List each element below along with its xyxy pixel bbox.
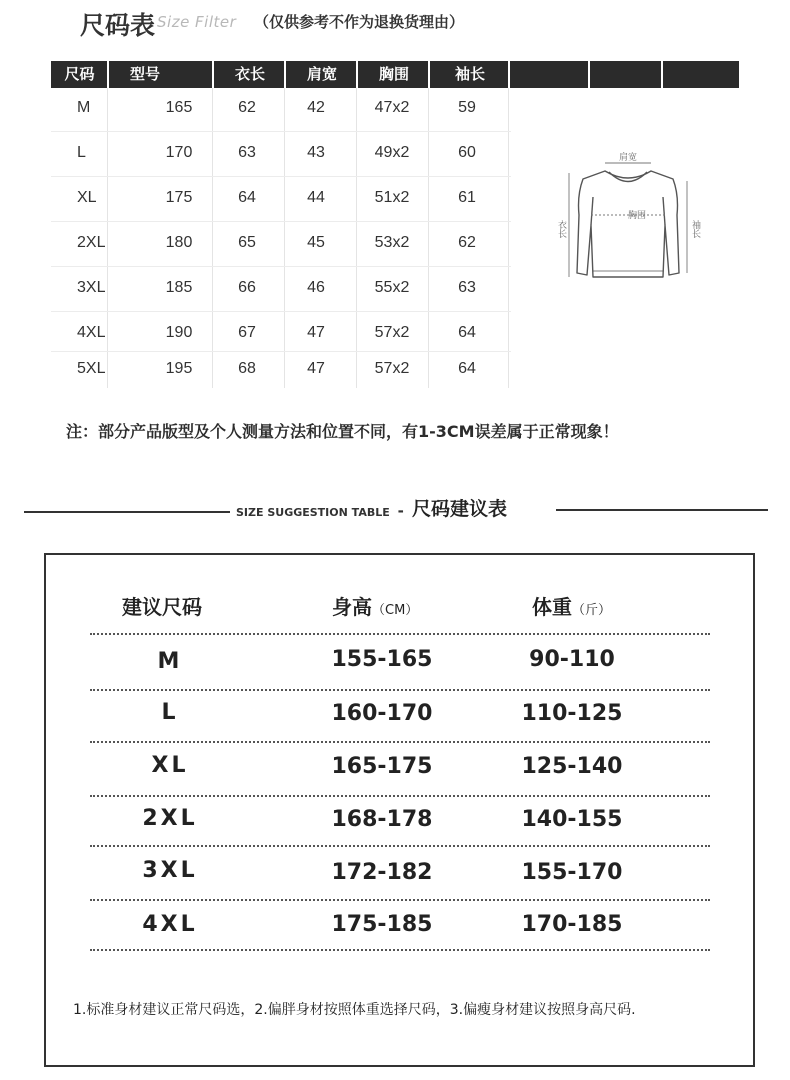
size-chart-header-row (51, 61, 739, 88)
suggest-cell-size: XL (151, 753, 189, 778)
cell-length: 63 (238, 144, 256, 161)
suggest-cell-height: 168-178 (331, 807, 433, 832)
suggest-cell-weight: 90-110 (529, 647, 615, 672)
cell-model: 190 (165, 324, 193, 341)
suggest-header-weight-unit: （斤） (572, 603, 612, 618)
suggest-cell-weight: 125-140 (521, 754, 623, 779)
cell-sleeve: 64 (458, 324, 476, 341)
column-header-model: 型号 (129, 65, 160, 83)
suggest-cell-size: 3XL (142, 858, 198, 883)
cell-model: 165 (165, 99, 193, 116)
cell-length: 64 (238, 189, 256, 206)
suggest-header-weight (532, 591, 611, 620)
cell-chest: 55x2 (374, 279, 410, 296)
divider-line-left (24, 511, 230, 513)
shoulder-label: 肩宽 (618, 153, 638, 163)
dotted-divider (90, 899, 710, 901)
cell-size: XL (77, 189, 97, 206)
dotted-divider (90, 689, 710, 691)
dotted-divider (90, 633, 710, 635)
suggest-cell-size: 4XL (142, 912, 198, 937)
cell-chest: 53x2 (374, 234, 410, 251)
cell-model: 180 (165, 234, 193, 251)
cell-length: 62 (238, 99, 256, 116)
measurement-note: 注：部分产品版型及个人测量方法和位置不同，有1-3CM误差属于正常现象！ (66, 422, 619, 441)
cell-sleeve: 62 (458, 234, 476, 251)
cell-size: 4XL (77, 324, 106, 341)
column-header-length: 衣长 (234, 65, 265, 83)
cell-shoulder: 47 (307, 360, 325, 377)
chest-label: 胸围 (627, 211, 647, 221)
cell-chest: 49x2 (374, 144, 410, 161)
suggest-cell-size: M (157, 649, 183, 674)
cell-size: L (77, 144, 86, 161)
size-chart-title: 尺码表 (80, 11, 156, 40)
cell-model: 170 (165, 144, 193, 161)
cell-shoulder: 47 (307, 324, 325, 341)
cell-size: 5XL (77, 360, 106, 377)
suggest-cell-height: 175-185 (331, 912, 433, 937)
suggest-header-weight-label: 体重 (532, 595, 572, 619)
suggestion-title-cn: 尺码建议表 (412, 498, 508, 520)
suggest-cell-height: 160-170 (331, 701, 433, 726)
column-header-chest: 胸围 (378, 65, 409, 83)
cell-shoulder: 43 (307, 144, 325, 161)
dotted-divider (90, 795, 710, 797)
column-header-sleeve: 袖长 (454, 65, 485, 83)
cell-sleeve: 59 (458, 99, 476, 116)
size-suggestion-box (44, 553, 755, 1067)
suggestion-note: 1.标准身材建议正常尺码选，2.偏胖身材按照体重选择尺码，3.偏瘦身材建议按照身高尺码. (73, 1002, 636, 1018)
cell-length: 67 (238, 324, 256, 341)
cell-model: 195 (165, 360, 193, 377)
column-header-size: 尺码 (64, 65, 95, 83)
cell-sleeve: 61 (458, 189, 476, 206)
cell-shoulder: 44 (307, 189, 325, 206)
cell-length: 65 (238, 234, 256, 251)
suggest-header-height (332, 591, 418, 620)
suggestion-title-dash: - (397, 502, 404, 520)
cell-sleeve: 63 (458, 279, 476, 296)
cell-chest: 47x2 (374, 99, 410, 116)
suggest-header-size: 建议尺码 (122, 595, 202, 619)
suggest-cell-weight: 140-155 (521, 807, 623, 832)
sweater-measure-icon (553, 145, 703, 295)
suggest-cell-size: 2XL (142, 806, 198, 831)
suggest-cell-height: 155-165 (331, 647, 433, 672)
cell-model: 175 (165, 189, 193, 206)
cell-chest: 51x2 (374, 189, 410, 206)
size-chart-subtitle: Size Filter (157, 13, 237, 31)
size-chart-disclaimer: （仅供参考不作为退换货理由） (254, 13, 465, 31)
suggest-cell-size: L (161, 700, 179, 725)
cell-size: 2XL (77, 234, 106, 251)
sleeve-label: 袖长 (690, 220, 700, 238)
cell-shoulder: 42 (307, 99, 325, 116)
cell-chest: 57x2 (374, 324, 410, 341)
dotted-divider (90, 741, 710, 743)
suggest-cell-weight: 110-125 (521, 701, 623, 726)
cell-size: M (77, 99, 91, 116)
cell-length: 66 (238, 279, 256, 296)
dotted-divider (90, 949, 710, 951)
length-label: 衣长 (556, 220, 566, 238)
suggest-cell-weight: 170-185 (521, 912, 623, 937)
suggest-cell-height: 172-182 (331, 860, 433, 885)
divider-line-right (556, 509, 768, 511)
suggestion-title-en (236, 502, 404, 520)
cell-length: 68 (238, 360, 256, 377)
column-header-shoulder: 肩宽 (306, 65, 337, 83)
suggest-header-height-label: 身高 (332, 595, 372, 619)
cell-shoulder: 45 (307, 234, 325, 251)
cell-chest: 57x2 (374, 360, 410, 377)
cell-sleeve: 64 (458, 360, 476, 377)
suggest-cell-weight: 155-170 (521, 860, 623, 885)
suggest-cell-height: 165-175 (331, 754, 433, 779)
dotted-divider (90, 845, 710, 847)
cell-model: 185 (165, 279, 193, 296)
cell-size: 3XL (77, 279, 106, 296)
cell-shoulder: 46 (307, 279, 325, 296)
suggestion-title-en-text: SIZE SUGGESTION TABLE (236, 506, 390, 519)
cell-sleeve: 60 (458, 144, 476, 161)
suggest-header-height-unit: （CM） (372, 603, 419, 618)
